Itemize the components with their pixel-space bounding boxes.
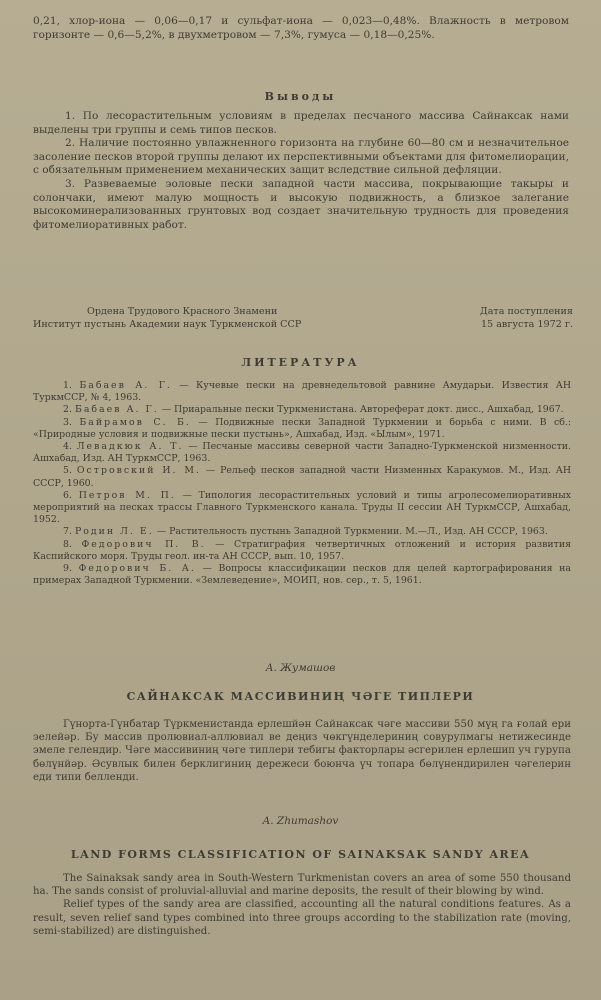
turkmen-abstract-text: Гүнорта-Гүнбатар Түркменистанда ерлешйән Сайнаксак чәге массиви 550 мүң га ғолай ери эелейәр. Бу массив пролювиал-аллювиал ве деңиз чөкгүнделериниң совурулмагы нетижесинде эмеле гелендир. Чәге массивиниң чәге типлери тебигы факторлары әсгерилен ерлешип уч гурупа бөлүнйәр. Әсувлык билен берклигиниң дережеси боюнча үч топара бөлүнендирилен чәгелерин еди типи белленди.: [33, 719, 571, 783]
conclusion-item: 2. Наличие постоянно увлажненного горизонта на глубине 60—80 см и незначительное засоление песков второй группы делают их перспективными объектами для фитомелиорации, с обязательным применением механических защит вследствие сильной дефляции.: [33, 137, 569, 177]
reference-text: — Вопросы классификации песков для целей картографирования на примерах Западной Туркмении. «Землеведение», МОИП, нов. сер., т. 5, 1961.: [33, 563, 572, 587]
reference-item: [33, 539, 571, 563]
english-author: A. Zhumashov: [262, 815, 339, 827]
reference-item: [33, 526, 571, 538]
reference-author: Бабаев А. Г.: [74, 404, 159, 416]
references-list: [33, 380, 571, 587]
turkmen-abstract: [33, 718, 571, 784]
reference-item: [33, 563, 571, 587]
reference-text: — Стратиграфия четвертичных отложений и история развития Каспийского моря. Труды геол. ин-та АН СССР, вып. 10, 1957.: [33, 538, 571, 562]
references-title: ЛИТЕРАТУРА: [241, 356, 360, 369]
reference-number: 3.: [63, 416, 72, 428]
reference-text: — Рельеф песков западной части Низменных Каракумов. М., Изд. АН СССР, 1960.: [33, 465, 572, 489]
reference-author: Федорович Б. А.: [78, 563, 196, 575]
turkmen-author: А. Жумашов: [265, 662, 336, 674]
affiliation-block: [33, 306, 573, 331]
reference-item: [33, 465, 571, 489]
institution-line-2: Институт пустынь Академии наук Туркменской ССР: [33, 318, 302, 330]
reference-text: — Подвижные пески Западной Туркмении и борьба с ними. В сб.: «Природные условия и подвижные пески пустынь», Ашхабад, Изд. «Ылым», 1971.: [33, 416, 572, 440]
conclusions-title: Выводы: [264, 90, 337, 103]
english-abstract-paragraph: Relief types of the sandy area are classified, accounting all the natural conditions features. As a result, seven relief sand types combined into three groups according to the stabilization rate (moving, semi-stabilized) are distinguished.: [33, 899, 571, 937]
intro-paragraph: 0,21, хлор-иона — 0,06—0,17 и сульфат-иона — 0,023—0,48%. Влажность в метровом горизонте — 0,6—5,2%, в двухметровом — 7,3%, гумуса — 0,18—0,25%.: [33, 15, 569, 41]
turkmen-title: САЙНАКСАК МАССИВИНИҢ ЧӘГЕ ТИПЛЕРИ: [126, 690, 475, 703]
reference-text: — Кучевые пески на древнедельтовой равнине Амударьи. Известия АН ТуркмССР, № 4, 1963.: [33, 380, 572, 404]
conclusions-list: [33, 110, 569, 232]
conclusion-item: 1. По лесорастительным условиям в пределах песчаного массива Сайнаксак нами выделены три группы и семь типов песков.: [33, 110, 569, 136]
english-abstract: [33, 872, 571, 938]
reference-author: Родин Л. Е.: [74, 526, 154, 538]
reference-author: Петров М. П.: [78, 489, 176, 501]
reference-number: 6.: [63, 489, 72, 501]
reference-author: Федорович П. В.: [81, 538, 206, 550]
reference-text: — Приаральные пески Туркменистана. Автореферат докт. дисс., Ашхабад, 1967.: [161, 404, 564, 416]
reference-number: 1.: [63, 380, 72, 391]
reference-author: Бабаев А. Г.: [79, 380, 172, 391]
conclusion-item: 3. Развеваемые эоловые пески западной части массива, покрывающие такыры и солончаки, имеют малую мощность и высокую подвижность, а близкое залегание высокоминерализованных грунтовых вод создает значительную трудность для проведения фитомелиоративных работ.: [33, 177, 569, 231]
reference-number: 4.: [63, 441, 72, 453]
reference-text: — Песчаные массивы северной части Западно-Туркменской низменности. Ашхабад, Изд. АН ТуркмССР, 1963.: [33, 441, 572, 465]
english-abstract-paragraph: The Sainaksak sandy area in South-Western Turkmenistan covers an area of some 550 thousand ha. The sands consist of proluvial-alluvial and marine deposits, the result of their blowing by wind.: [33, 873, 571, 898]
received-date: 15 августа 1972 г.: [480, 318, 573, 330]
reference-author: Островский И. М.: [76, 465, 201, 477]
institution-line-1: Ордена Трудового Красного Знамени: [87, 306, 278, 317]
reference-item: [33, 441, 571, 465]
reference-item: [33, 490, 571, 527]
reference-item: [33, 380, 571, 404]
reference-text: — Растительность пустынь Западной Туркмении. М.—Л., Изд. АН СССР, 1963.: [156, 526, 548, 538]
reference-item: [33, 417, 571, 441]
reference-number: 5.: [63, 465, 72, 477]
reference-number: 9.: [63, 563, 72, 575]
english-title: LAND FORMS CLASSIFICATION OF SAINAKSAK SANDY AREA: [70, 848, 531, 861]
reference-text: — Типология лесорастительных условий и типы агролесомелиоративных мероприятий на песках трассы Главного Туркменского канала. Труды II сессии АН ТуркмССР, Ашхабад, 1952.: [33, 489, 572, 526]
reference-item: [33, 404, 571, 416]
reference-author: Левадкюк А. Т.: [76, 441, 184, 453]
reference-number: 8.: [63, 538, 72, 550]
reference-number: 2.: [63, 404, 72, 416]
reference-number: 7.: [63, 526, 72, 538]
reference-author: Байрамов С. Б.: [79, 416, 191, 428]
received-label: Дата поступления: [479, 306, 573, 317]
